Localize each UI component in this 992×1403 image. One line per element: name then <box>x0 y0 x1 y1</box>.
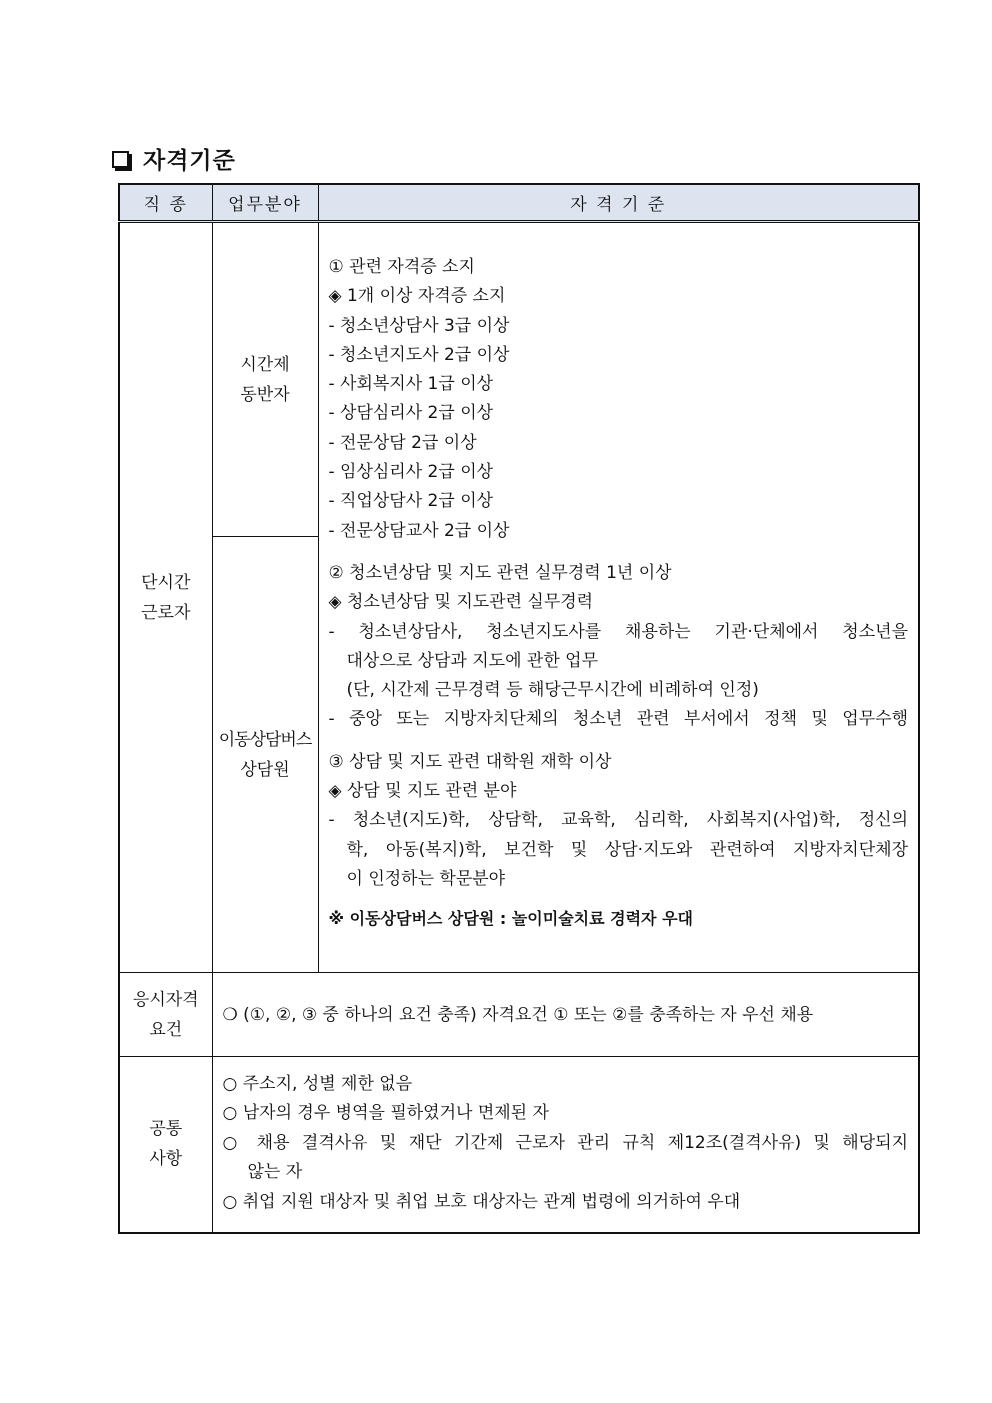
eligibility-label: 요건 <box>149 1019 183 1040</box>
list-item: - 상담심리사 2급 이상 <box>328 403 494 424</box>
header-criteria: 자 격 기 준 <box>318 184 919 222</box>
work-area-label: 동반자 <box>240 384 290 405</box>
criteria-table <box>118 183 920 1234</box>
section-heading <box>112 142 236 174</box>
list-item: - 직업상담사 2급 이상 <box>328 491 494 512</box>
list-item: - 전문상담교사 2급 이상 <box>328 520 510 541</box>
group-label-line: 근로자 <box>141 602 191 623</box>
table-row <box>119 222 919 537</box>
section-title: 자격기준 <box>143 147 236 174</box>
list-item-continued: (단, 시간제 근무경력 등 해당근무시간에 비례하여 인정) <box>346 680 759 701</box>
checkbox-square-icon <box>112 151 129 168</box>
list-item: ○ 주소지, 성별 제한 없음 <box>222 1073 413 1094</box>
list-item: - 사회복지사 1급 이상 <box>328 374 494 395</box>
list-item-continued: 대상으로 상담과 지도에 관한 업무 <box>346 650 599 671</box>
list-item-continued: 이 인정하는 학문분야 <box>346 868 506 889</box>
group-label-line: 단시간 <box>141 572 191 593</box>
work-area-cell <box>212 537 318 973</box>
list-item: - 청소년지도사 2급 이상 <box>328 344 510 365</box>
list-item-continued: 않는 자 <box>247 1162 303 1182</box>
work-area-label: 상담원 <box>240 759 290 780</box>
table-row <box>119 1057 919 1233</box>
criteria-title: ① 관련 자격증 소지 <box>328 257 475 277</box>
criteria-title: ③ 상담 및 지도 관련 대학원 재학 이상 <box>328 751 612 772</box>
list-item: - 청소년상담사, 청소년지도사를 채용하는 기관·단체에서 청소년을 <box>328 621 908 642</box>
common-items-cell <box>212 1057 919 1233</box>
table-header-row <box>119 184 919 222</box>
common-label: 사항 <box>149 1149 183 1170</box>
work-area-cell <box>212 222 318 537</box>
criteria-note: ※ 이동상담버스 상담원 : 놀이미술치료 경력자 우대 <box>328 909 693 929</box>
criteria-subtitle: ◈ 상담 및 지도 관련 분야 <box>328 781 517 802</box>
header-job-type: 직 종 <box>119 184 212 222</box>
list-item: ○ 취업 지원 대상자 및 취업 보호 대상자는 관계 법령에 의거하여 우대 <box>222 1191 741 1212</box>
list-item: - 중앙 또는 지방자치단체의 청소년 관련 부서에서 정책 및 업무수행 <box>328 709 908 730</box>
list-item-continued: 학, 아동(복지)학, 보건학 및 상담·지도와 관련하여 지방자치단체장 <box>346 839 908 860</box>
list-item: ○ 채용 결격사유 및 재단 기간제 근로자 관리 규칙 제12조(결격사유) 및 해당되지 <box>222 1132 908 1153</box>
header-work-area: 업무분야 <box>212 184 318 222</box>
list-item: - 청소년상담사 3급 이상 <box>328 315 510 336</box>
criteria-title: ② 청소년상담 및 지도 관련 실무경력 1년 이상 <box>328 562 672 583</box>
eligibility-text: ❍ (①, ②, ③ 중 하나의 요건 충족) 자격요건 ① 또는 ②를 충족하는 자 우선 채용 <box>222 1004 814 1025</box>
common-label: 공통 <box>149 1119 183 1140</box>
criteria-subtitle: ◈ 청소년상담 및 지도관련 실무경력 <box>328 592 594 613</box>
work-area-label: 이동상담버스 <box>218 729 312 750</box>
group-label-cell <box>119 222 212 973</box>
criteria-cell <box>318 222 919 973</box>
list-item: ○ 남자의 경우 병역을 필하였거나 면제된 자 <box>222 1103 549 1123</box>
criteria-subtitle: ◈ 1개 이상 자격증 소지 <box>328 286 506 307</box>
eligibility-label: 응시자격 <box>132 989 199 1010</box>
list-item: - 임상심리사 2급 이상 <box>328 462 494 483</box>
list-item: - 전문상담 2급 이상 <box>328 432 477 453</box>
eligibility-text-cell <box>212 973 919 1057</box>
common-label-cell <box>119 1057 212 1233</box>
eligibility-label-cell <box>119 973 212 1057</box>
table-row <box>119 973 919 1057</box>
work-area-label: 시간제 <box>240 354 290 375</box>
list-item: - 청소년(지도)학, 상담학, 교육학, 심리학, 사회복지(사업)학, 정신의 <box>328 810 908 831</box>
